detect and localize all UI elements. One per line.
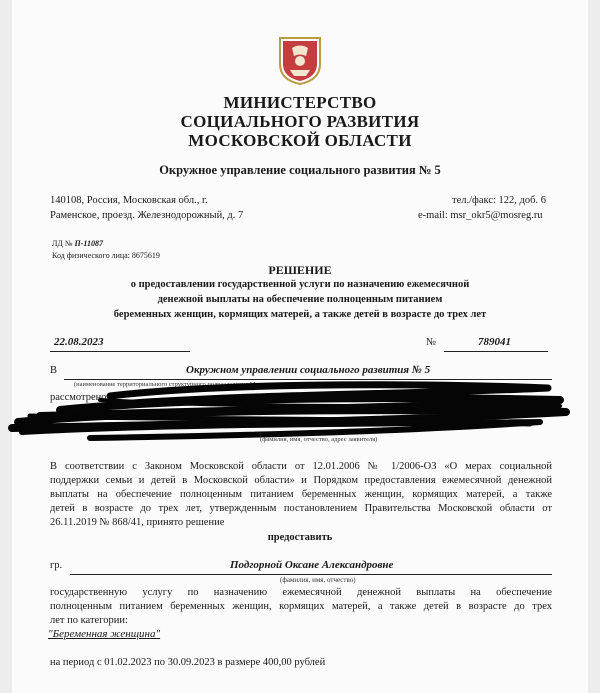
ministry-name-line-2: СОЦИАЛЬНОГО РАЗВИТИЯ [180, 112, 420, 131]
period-to: 30.09.2023 [167, 657, 215, 668]
ministry-name-line-3: МОСКОВСКОЙ ОБЛАСТИ [188, 131, 412, 150]
address-line-1: 140108, Россия, Московская обл., г. [50, 195, 208, 206]
amount-value: 400,00 рублей [262, 657, 326, 668]
department-name: Окружное управление социального развития № 5 [159, 163, 441, 177]
basis-line-1: В соответствии с Законом Московской области от 12.01.2006 № 1/2006-ОЗ «О мерах социальной [50, 461, 552, 472]
service-line-2: полноценным питанием беременных женщин, кормящих матерей, а также детей в возрасте до трех [50, 601, 552, 612]
citizen-label: гр. [50, 560, 63, 571]
service-line-1: государственную услугу по назначению ежемесячной денежной выплаты на обеспечение [50, 587, 552, 598]
provide-label: предоставить [267, 532, 333, 543]
category-value: "Беременная женщина" [48, 628, 161, 640]
organ-caption: (наименование территориального структурного подразделения Министерства социального развития Московской области) [74, 381, 413, 388]
case-number-prefix: ЛД № [52, 239, 73, 248]
person-code: Код физического лица: 8675619 [52, 251, 160, 260]
basis-line-2: поддержки семьи и детей в Московской области» и Порядком предоставления ежемесячной денежной [50, 475, 552, 486]
service-line-3: лет по категории: [50, 615, 128, 626]
amount-label: в размере [217, 657, 261, 668]
in-label: В [50, 365, 58, 376]
recipient-name: Подгорной Оксане Александровне [230, 559, 394, 571]
period-line [50, 657, 325, 668]
decision-title: РЕШЕНИЕ [268, 263, 332, 277]
recipient-caption: (фамилия, имя, отчество) [280, 576, 356, 584]
considered-label: рассмотрено [50, 392, 107, 403]
email: e-mail: msr_okr5@mosreg.ru [418, 210, 543, 221]
period-from: 01.02.2023 [104, 657, 152, 668]
redaction-scribble [0, 380, 600, 450]
decision-date: 22.08.2023 [54, 336, 104, 348]
period-prefix: на период с [50, 657, 102, 668]
decision-subtitle-3: беременных женщин, кормящих матерей, а также детей в возрасте до трех лет [113, 309, 487, 320]
phone-fax: тел./факс: 122, доб. 6 [452, 195, 546, 206]
basis-line-4: детей в возрасте до трех лет, утвержденным постановлением Правительства Московской области от [50, 503, 552, 514]
moscow-oblast-coat-of-arms-icon [276, 36, 324, 86]
case-number-value: П-11087 [74, 239, 103, 248]
organ-name: Окружном управлении социального развития № 5 [186, 364, 431, 376]
case-number [52, 239, 103, 248]
applicant-caption: (фамилия, имя, отчество, адрес заявителя) [260, 436, 378, 443]
address-line-2: Раменское, проезд. Железнодорожный, д. 7 [50, 210, 244, 221]
ministry-name-line-1: МИНИСТЕРСТВО [223, 93, 377, 112]
period-to-label: по [154, 657, 166, 668]
decision-subtitle-1: о предоставлении государственной услуги по назначению ежемесячной [130, 279, 470, 290]
basis-line-5: 26.11.2019 № 868/41, принято решение [50, 517, 225, 528]
decision-number-label: № [426, 337, 437, 348]
basis-line-3: выплаты на обеспечение полноценным питанием беременных женщин, кормящих матерей, а также [50, 489, 552, 500]
decision-subtitle-2: денежной выплаты на обеспечение полноценным питанием [157, 294, 443, 305]
decision-number: 789041 [478, 336, 511, 348]
